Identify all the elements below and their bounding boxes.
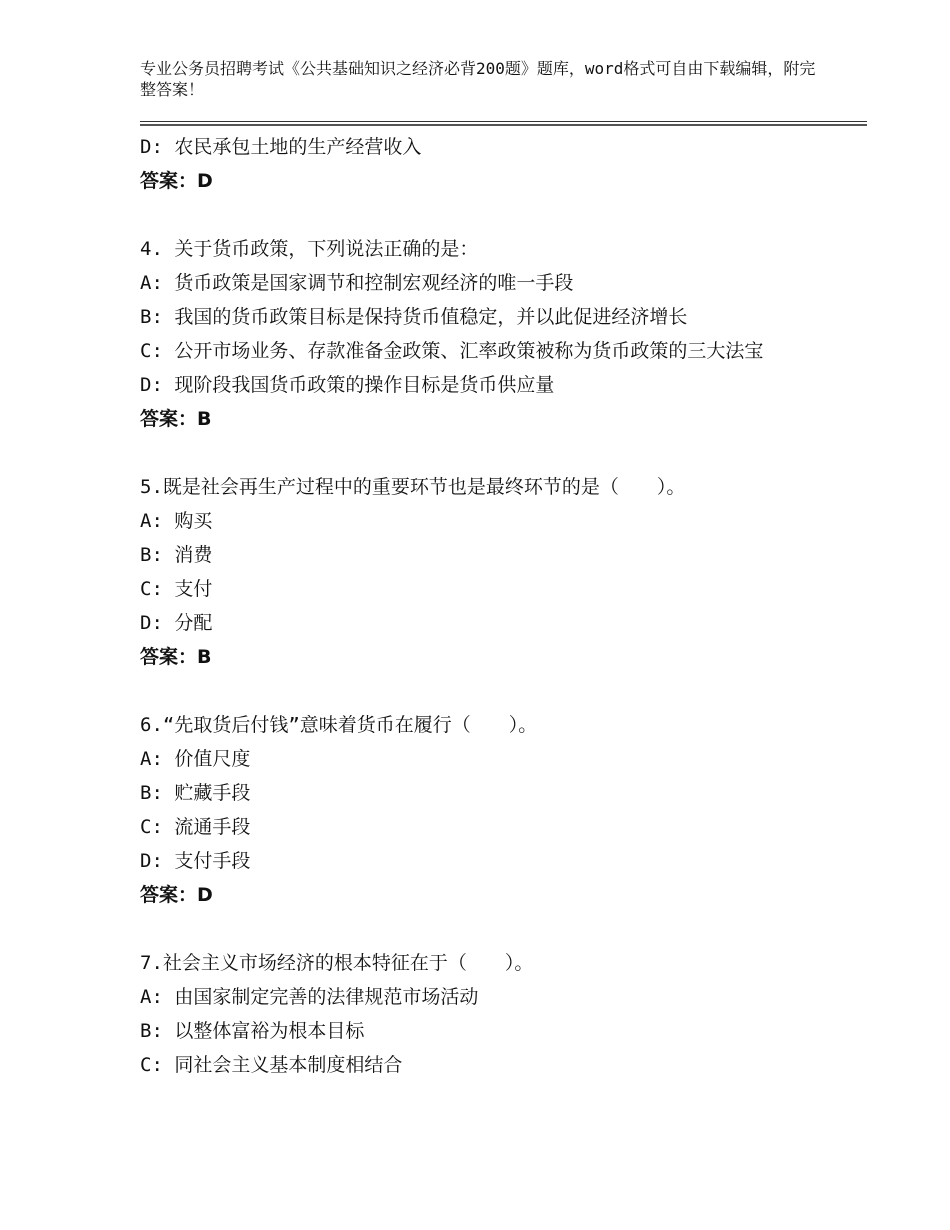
option-a: A: 货币政策是国家调节和控制宏观经济的唯一手段 bbox=[140, 272, 574, 294]
option-b: B: 我国的货币政策目标是保持货币值稳定，并以此促进经济增长 bbox=[140, 306, 688, 328]
option-d: D: 现阶段我国货币政策的操作目标是货币供应量 bbox=[140, 374, 555, 396]
option-d: D: 农民承包土地的生产经营收入 bbox=[140, 136, 422, 158]
option-d: D: 支付手段 bbox=[140, 850, 251, 872]
header-divider-thick bbox=[140, 124, 867, 126]
question-list bbox=[140, 130, 840, 1082]
option-c: C: 支付 bbox=[140, 578, 213, 600]
spacer bbox=[140, 198, 840, 232]
option-a: A: 价值尺度 bbox=[140, 748, 251, 770]
answer-line: 答案：B bbox=[140, 408, 212, 430]
question-6 bbox=[140, 708, 840, 912]
question-stem: 5.既是社会再生产过程中的重要环节也是最终环节的是（ ）。 bbox=[140, 476, 686, 498]
option-c: C: 公开市场业务、存款准备金政策、汇率政策被称为货币政策的三大法宝 bbox=[140, 340, 764, 362]
question-stem: 4. 关于货币政策，下列说法正确的是： bbox=[140, 238, 479, 260]
answer-line: 答案：D bbox=[140, 884, 213, 906]
option-a: A: 由国家制定完善的法律规范市场活动 bbox=[140, 986, 479, 1008]
option-a: A: 购买 bbox=[140, 510, 213, 532]
option-c: C: 流通手段 bbox=[140, 816, 251, 838]
question-5 bbox=[140, 470, 840, 674]
question-4 bbox=[140, 232, 840, 436]
question-7 bbox=[140, 946, 840, 1082]
option-b: B: 贮藏手段 bbox=[140, 782, 251, 804]
header-divider-thin bbox=[140, 121, 867, 122]
answer-line: 答案：D bbox=[140, 170, 213, 192]
spacer bbox=[140, 436, 840, 470]
page-header: 专业公务员招聘考试《公共基础知识之经济必背200题》题库，word格式可自由下载编辑，附完整答案！ bbox=[140, 59, 816, 99]
option-b: B: 以整体富裕为根本目标 bbox=[140, 1020, 365, 1042]
answer-line: 答案：B bbox=[140, 646, 212, 668]
spacer bbox=[140, 912, 840, 946]
option-c: C: 同社会主义基本制度相结合 bbox=[140, 1054, 403, 1076]
spacer bbox=[140, 674, 840, 708]
option-b: B: 消费 bbox=[140, 544, 213, 566]
question-stem: 6.“先取货后付钱”意味着货币在履行（ ）。 bbox=[140, 714, 538, 736]
question-stem: 7.社会主义市场经济的根本特征在于（ ）。 bbox=[140, 952, 534, 974]
option-d: D: 分配 bbox=[140, 612, 213, 634]
